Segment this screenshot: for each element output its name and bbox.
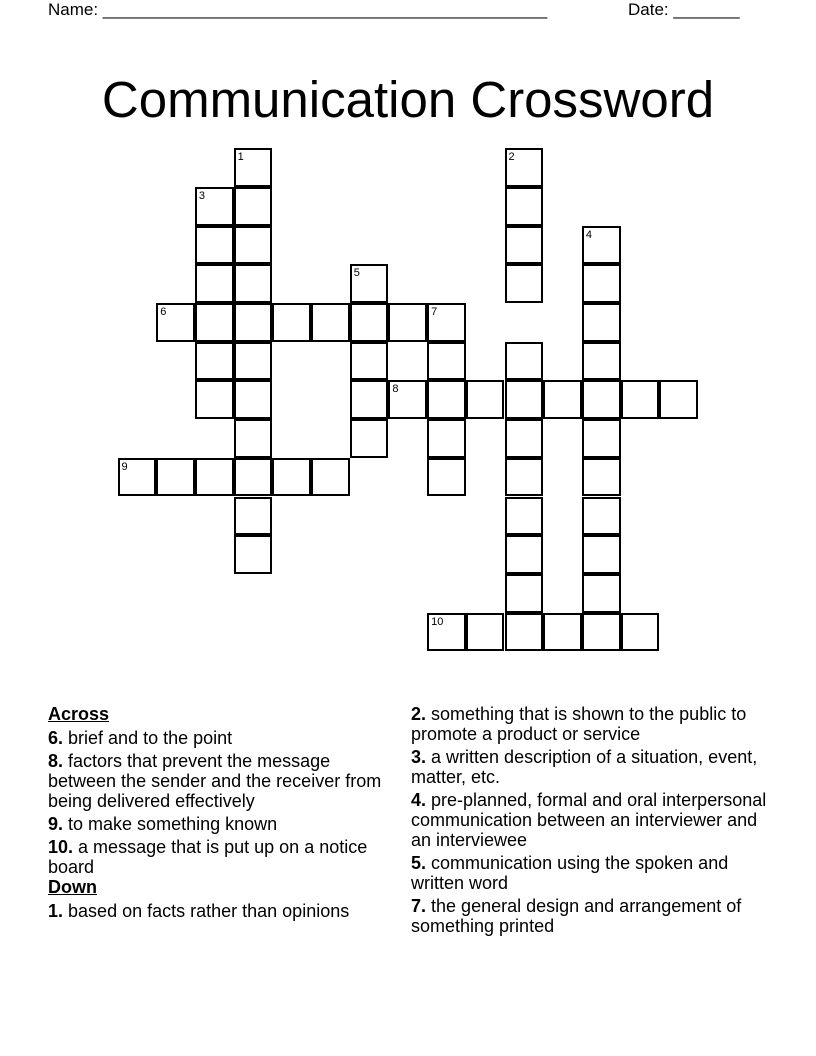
- crossword-cell[interactable]: [659, 380, 698, 419]
- crossword-cell[interactable]: [195, 458, 234, 497]
- crossword-cell[interactable]: [350, 342, 389, 381]
- crossword-cell[interactable]: [621, 380, 660, 419]
- crossword-cell[interactable]: [195, 226, 234, 265]
- down-clue-list-continued: [411, 704, 771, 936]
- crossword-cell[interactable]: [505, 613, 544, 652]
- clue-item-text: factors that prevent the message between the sender and the receiver from being delivered effectively: [48, 751, 382, 811]
- clue-item-text: to make something known: [68, 814, 278, 834]
- clue-number: 8: [392, 383, 399, 396]
- clue-item: [411, 704, 771, 744]
- crossword-cell[interactable]: [234, 458, 273, 497]
- clue-item-text: a written description of a situation, event, matter, etc.: [411, 747, 758, 787]
- crossword-cell[interactable]: [505, 497, 544, 536]
- crossword-cell[interactable]: [195, 342, 234, 381]
- crossword-cell[interactable]: [388, 303, 427, 342]
- clue-item-number: 8.: [48, 751, 64, 771]
- crossword-cell[interactable]: [582, 303, 621, 342]
- clue-item: [48, 814, 393, 834]
- crossword-cell[interactable]: [582, 226, 621, 265]
- crossword-cell[interactable]: [427, 458, 466, 497]
- crossword-cell[interactable]: [543, 613, 582, 652]
- clue-item-number: 10.: [48, 837, 74, 857]
- crossword-cell[interactable]: [505, 458, 544, 497]
- crossword-cell[interactable]: [427, 613, 466, 652]
- crossword-cell[interactable]: [582, 458, 621, 497]
- crossword-cell[interactable]: [505, 264, 544, 303]
- clue-item-text: brief and to the point: [68, 728, 233, 748]
- crossword-cell[interactable]: [350, 380, 389, 419]
- clue-item: [48, 751, 393, 811]
- clue-item-text: a message that is put up on a notice board: [48, 837, 368, 877]
- crossword-cell[interactable]: [234, 380, 273, 419]
- clue-item-text: pre-planned, formal and oral interpersonal communication between an interviewer and an interviewee: [411, 790, 767, 850]
- down-heading: Down: [48, 877, 97, 897]
- crossword-cell[interactable]: [234, 419, 273, 458]
- crossword-cell[interactable]: [234, 264, 273, 303]
- across-heading: Across: [48, 704, 110, 724]
- crossword-cell[interactable]: [505, 380, 544, 419]
- clue-item: [48, 728, 393, 748]
- crossword-cell[interactable]: [311, 458, 350, 497]
- clue-item-text: the general design and arrangement of something printed: [411, 896, 742, 936]
- crossword-cell[interactable]: [234, 187, 273, 226]
- crossword-cell[interactable]: [234, 303, 273, 342]
- crossword-cell[interactable]: [582, 380, 621, 419]
- date-field-line: Date: _______: [628, 0, 740, 19]
- clues-column-right: [411, 704, 771, 939]
- crossword-cell[interactable]: [505, 574, 544, 613]
- clue-item: [411, 853, 771, 893]
- crossword-cell[interactable]: [272, 303, 311, 342]
- crossword-cell[interactable]: [118, 458, 157, 497]
- clue-item-number: 3.: [411, 747, 427, 767]
- crossword-cell[interactable]: [505, 535, 544, 574]
- crossword-cell[interactable]: [582, 264, 621, 303]
- clue-number: 5: [353, 267, 360, 280]
- clue-number: 6: [160, 306, 167, 318]
- clue-number: 3: [198, 189, 206, 202]
- crossword-cell[interactable]: [427, 342, 466, 381]
- crossword-cell[interactable]: [582, 574, 621, 613]
- crossword-cell[interactable]: [427, 419, 466, 458]
- crossword-cell[interactable]: [234, 497, 273, 536]
- crossword-cell[interactable]: [582, 613, 621, 652]
- crossword-cell[interactable]: [582, 497, 621, 536]
- crossword-cell[interactable]: [234, 148, 273, 187]
- crossword-cell[interactable]: [350, 303, 389, 342]
- crossword-cell[interactable]: [543, 380, 582, 419]
- clue-item-text: something that is shown to the public to promote a product or service: [411, 704, 747, 744]
- clue-item: [48, 837, 393, 877]
- crossword-cell[interactable]: [234, 535, 273, 574]
- clue-item-text: communication using the spoken and written word: [411, 853, 729, 893]
- crossword-cell[interactable]: [505, 419, 544, 458]
- crossword-cell[interactable]: [156, 458, 195, 497]
- crossword-cell[interactable]: [427, 303, 466, 342]
- clue-item-number: 4.: [411, 790, 427, 810]
- crossword-cell[interactable]: [466, 613, 505, 652]
- clue-number: 9: [121, 460, 128, 473]
- crossword-cell[interactable]: [505, 148, 544, 187]
- clue-item-number: 6.: [48, 728, 64, 748]
- crossword-cell[interactable]: [582, 342, 621, 381]
- crossword-cell[interactable]: [621, 613, 660, 652]
- crossword-cell[interactable]: [427, 380, 466, 419]
- crossword-cell[interactable]: [582, 535, 621, 574]
- clue-item-number: 1.: [48, 901, 64, 921]
- crossword-cell[interactable]: [195, 380, 234, 419]
- crossword-cell[interactable]: [505, 226, 544, 265]
- clue-number: 4: [585, 228, 593, 241]
- clue-number: 2: [508, 151, 515, 164]
- crossword-cell[interactable]: [234, 226, 273, 265]
- page-title: Communication Crossword: [101, 71, 715, 129]
- crossword-cell[interactable]: [466, 380, 505, 419]
- clues-column-left: [48, 704, 393, 924]
- clue-number: 1: [237, 151, 244, 164]
- name-field-line: Name: _______________________________________________: [48, 0, 548, 19]
- clue-item-text: based on facts rather than opinions: [68, 901, 350, 921]
- clue-item: [411, 747, 771, 787]
- clue-item-number: 9.: [48, 814, 64, 834]
- clue-number: 7: [431, 306, 438, 318]
- crossword-cell[interactable]: [388, 380, 427, 419]
- clue-item-number: 7.: [411, 896, 427, 916]
- crossword-cell[interactable]: [234, 342, 273, 381]
- across-clue-list: [48, 728, 393, 877]
- clue-item-number: 5.: [411, 853, 427, 873]
- crossword-cell[interactable]: [195, 187, 234, 226]
- clue-number: 10: [431, 615, 444, 628]
- crossword-cell[interactable]: [350, 264, 389, 303]
- crossword-cell[interactable]: [505, 187, 544, 226]
- crossword-cell[interactable]: [350, 419, 389, 458]
- crossword-cell[interactable]: [195, 303, 234, 342]
- crossword-cell[interactable]: [505, 342, 544, 381]
- crossword-cell[interactable]: [272, 458, 311, 497]
- clue-item: [411, 896, 771, 936]
- clue-item-number: 2.: [411, 704, 427, 724]
- clue-item: [48, 901, 393, 921]
- clue-item: [411, 790, 771, 850]
- crossword-cell[interactable]: [156, 303, 195, 342]
- crossword-cell[interactable]: [311, 303, 350, 342]
- crossword-cell[interactable]: [195, 264, 234, 303]
- crossword-cell[interactable]: [582, 419, 621, 458]
- down-clue-list: [48, 901, 393, 921]
